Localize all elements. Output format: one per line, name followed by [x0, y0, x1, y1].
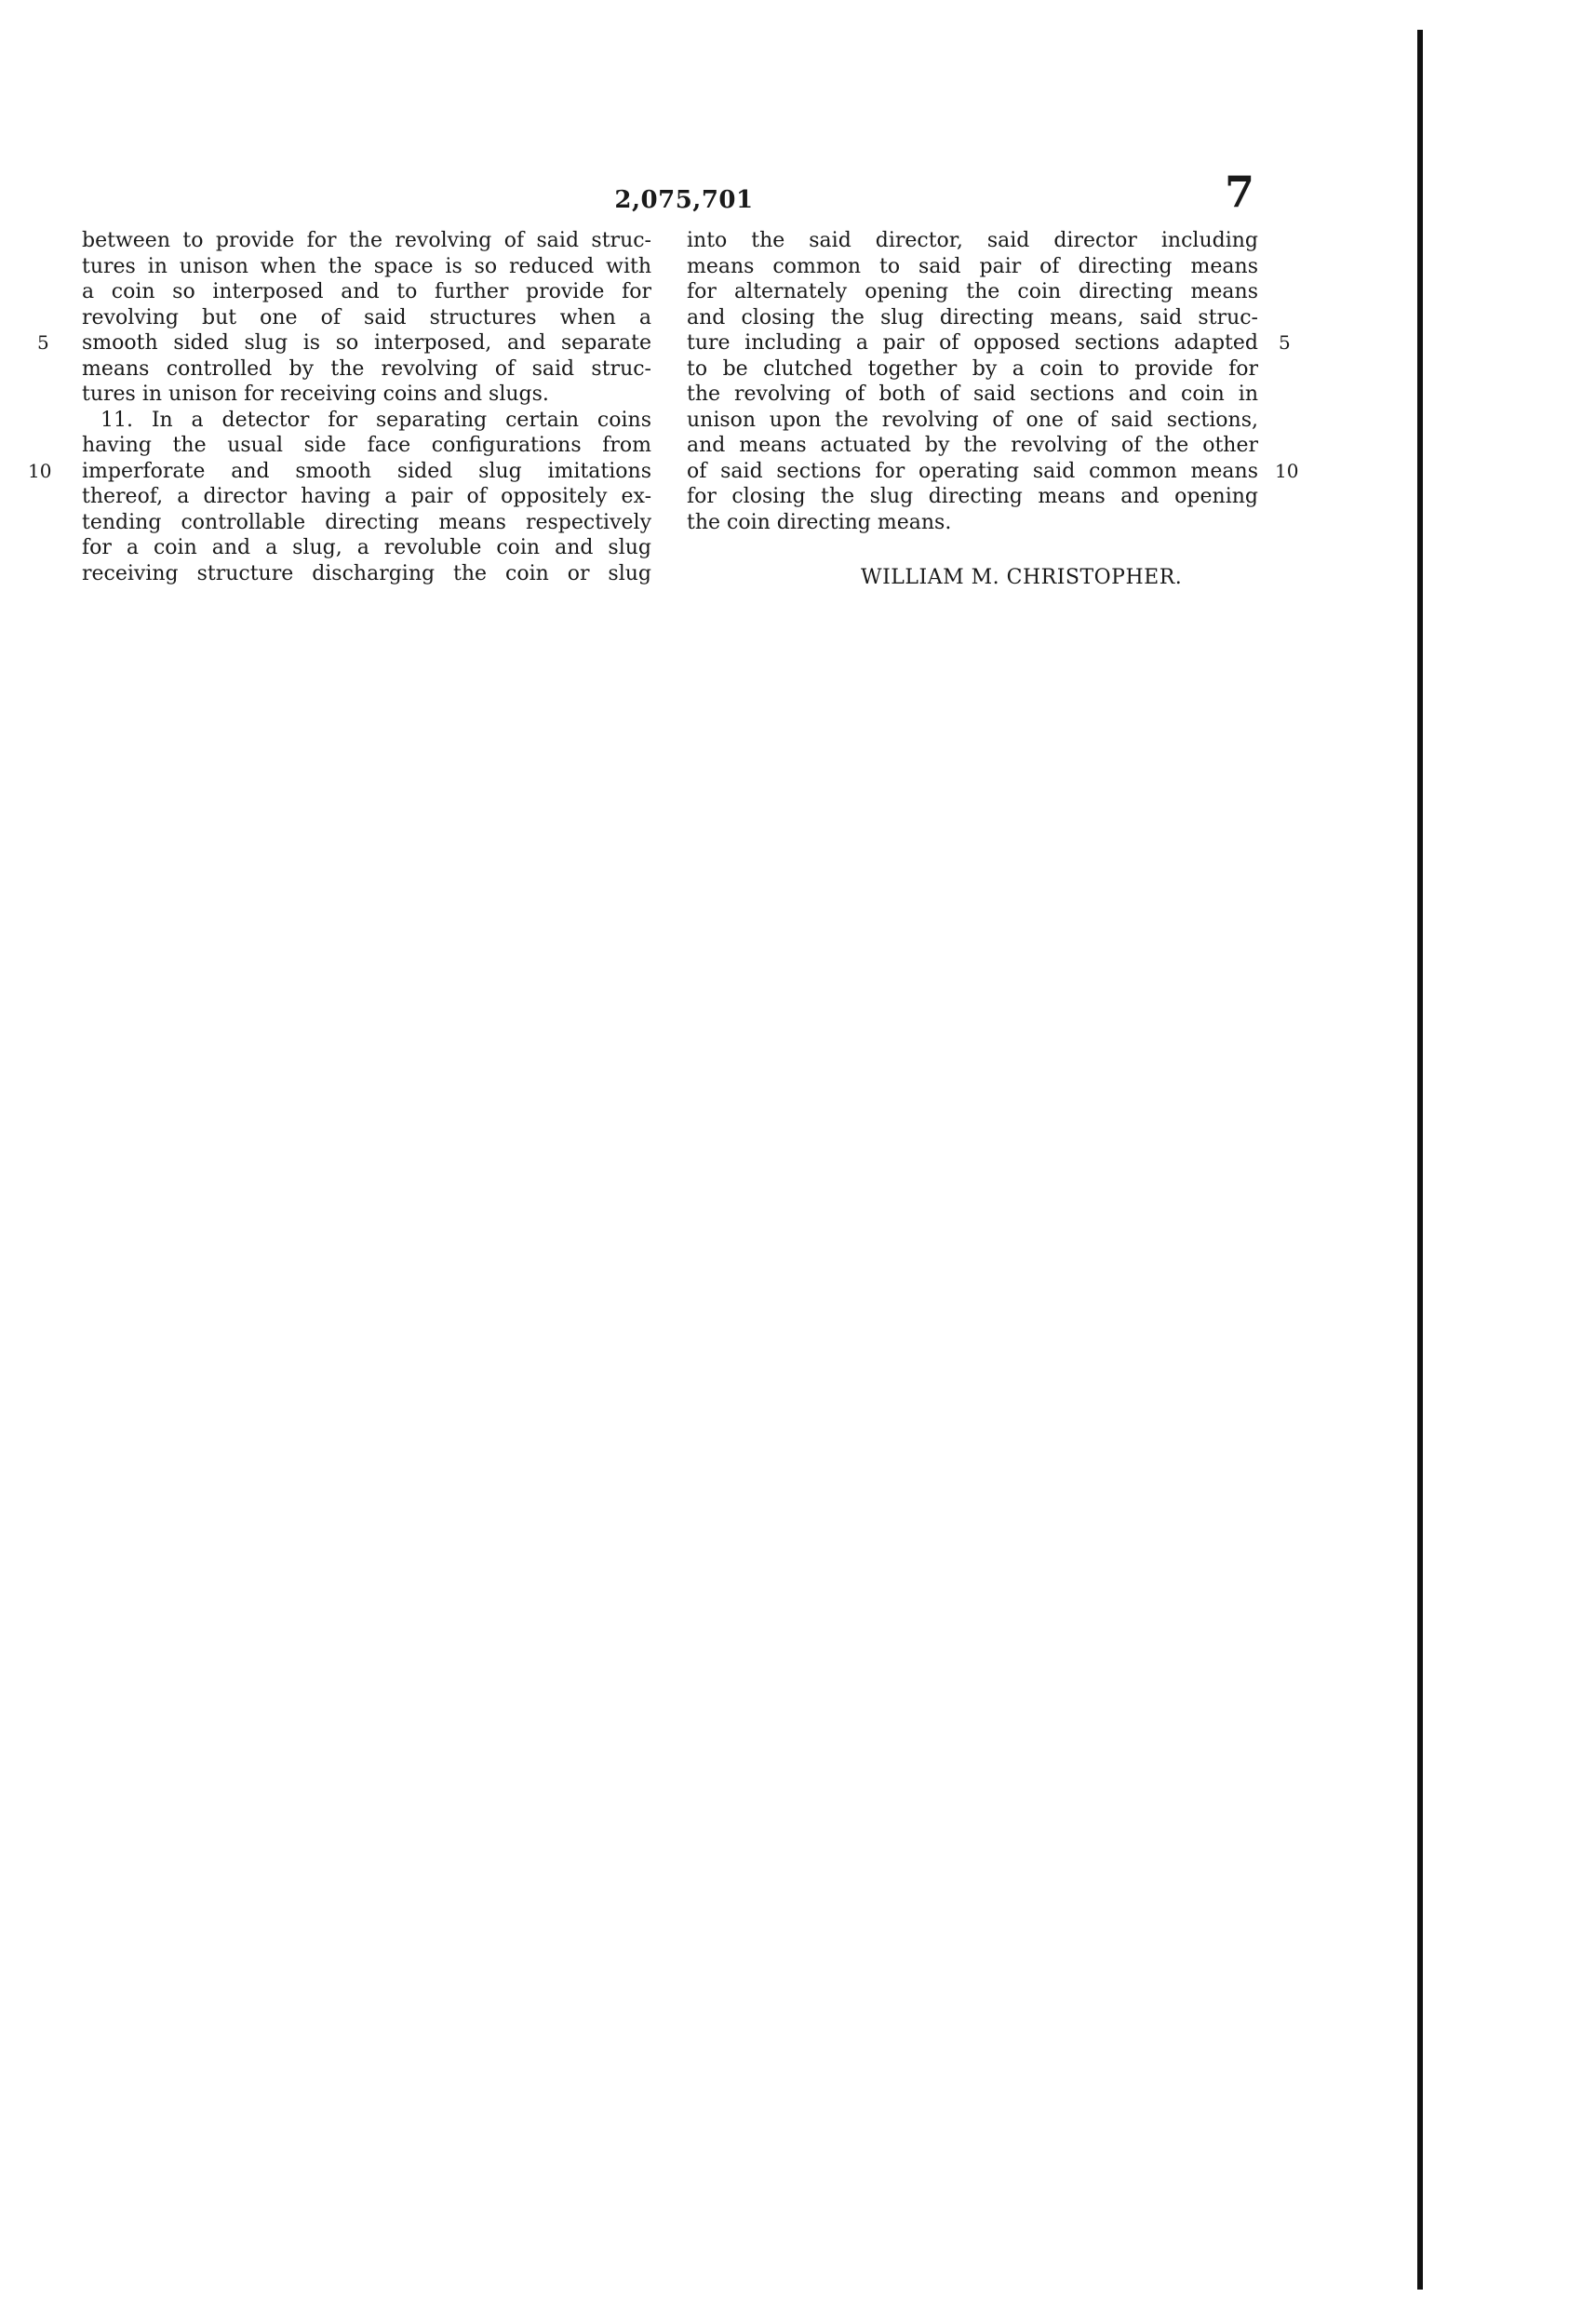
line-number-left-10: 10 [28, 460, 52, 482]
text-line: and means actuated by the revolving of the other [687, 434, 1258, 457]
text-line: revolving but one of said structures when a [82, 305, 651, 329]
text-line: ture including a pair of opposed sections adapted [687, 331, 1258, 355]
text-line: for closing the slug directing means and opening [687, 485, 1258, 508]
text-line: and closing the slug directing means, said struc- [687, 305, 1258, 329]
text-line: thereof, a director having a pair of oppositely ex- [82, 485, 651, 508]
text-line: smooth sided slug is so interposed, and separate [82, 331, 651, 355]
text-line: receiving structure discharging the coin or slug [82, 561, 651, 585]
inventor-signature: WILLIAM M. CHRISTOPHER. [861, 566, 1183, 589]
text-line: imperforate and smooth sided slug imitations [82, 459, 651, 483]
line-number-left-5: 5 [37, 331, 49, 354]
text-line: the revolving of both of said sections and coin in [687, 383, 1258, 406]
text-line: into the said director, said director including [687, 229, 1258, 252]
line-number-right-5: 5 [1279, 331, 1291, 354]
text-line: means controlled by the revolving of said struc- [82, 356, 651, 381]
text-line: of said sections for operating said common means [687, 459, 1258, 483]
text-line: to be clutched together by a coin to provide for [687, 356, 1258, 381]
left-text-column [82, 228, 651, 586]
text-line: unison upon the revolving of one of said sections, [687, 408, 1258, 432]
text-line: having the usual side face configurations from [82, 434, 651, 457]
patent-number: 2,075,701 [614, 186, 754, 214]
page-edge-rule [1417, 30, 1423, 2290]
text-line: means common to said pair of directing means [687, 254, 1258, 278]
text-line: tures in unison for receiving coins and slugs. [82, 383, 549, 406]
line-number-right-10: 10 [1275, 460, 1299, 482]
right-text-column [687, 228, 1258, 535]
text-line: for alternately opening the coin directing means [687, 280, 1258, 303]
text-line: between to provide for the revolving of said struc- [82, 229, 651, 252]
text-line: tending controllable directing means respectively [82, 510, 651, 534]
page-number: 7 [1225, 167, 1255, 217]
text-line: a coin so interposed and to further provide for [82, 280, 651, 303]
text-line: for a coin and a slug, a revoluble coin and slug [82, 536, 651, 559]
text-line: tures in unison when the space is so reduced with [82, 254, 651, 278]
text-line: the coin directing means. [687, 510, 952, 534]
claim-11-start: 11. In a detector for separating certain coins [101, 408, 651, 432]
